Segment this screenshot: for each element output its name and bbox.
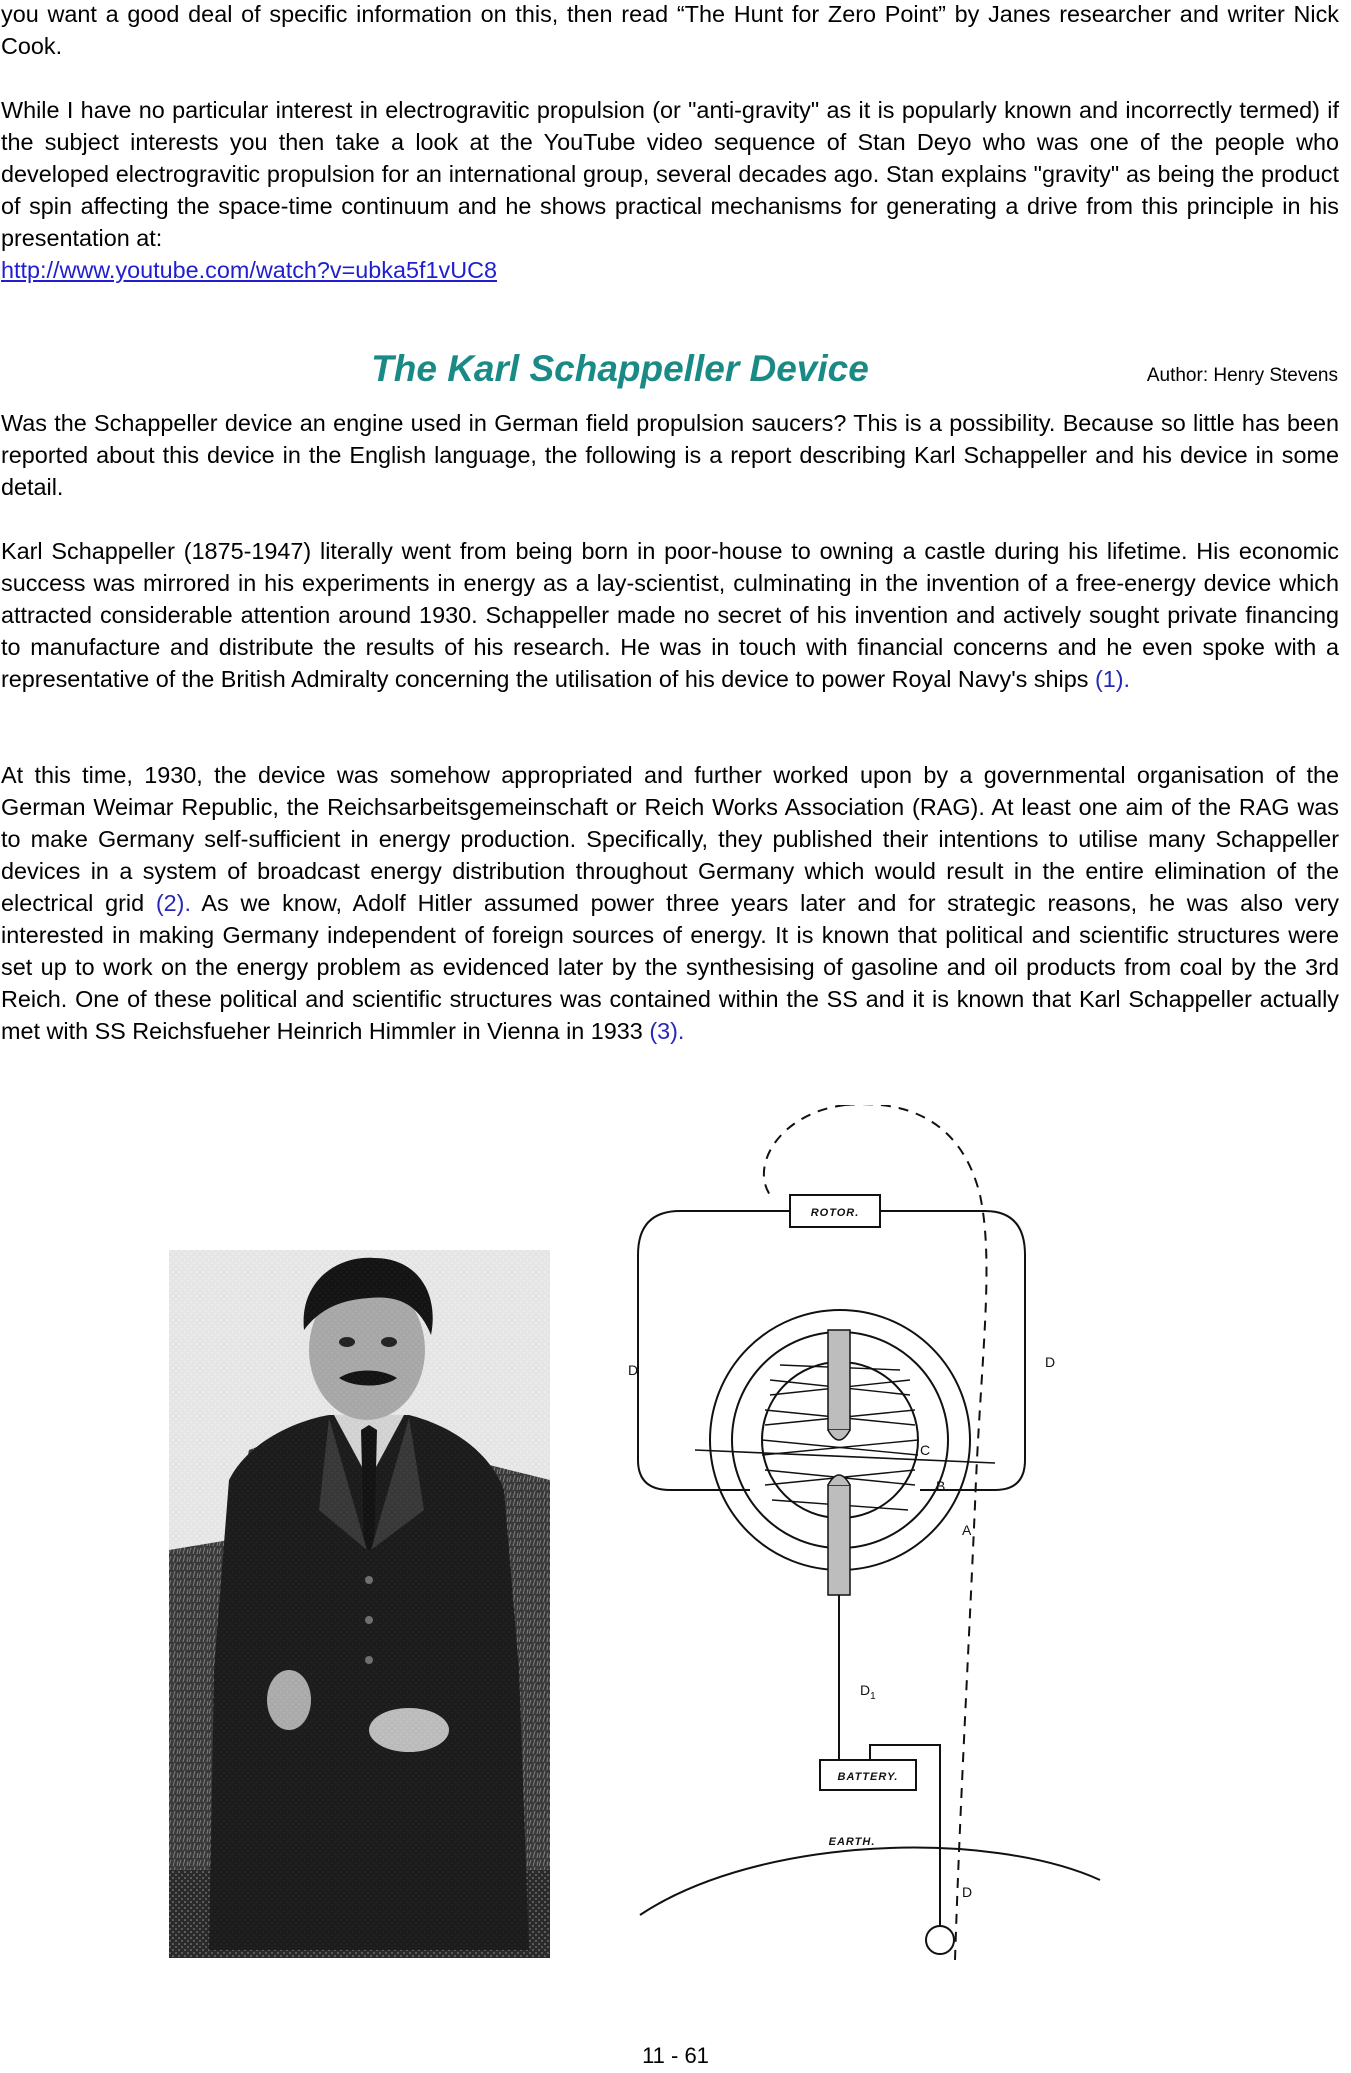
page-number: 11 - 61 xyxy=(642,2043,709,2068)
intro-paragraph-1-text: you want a good deal of specific information on this, then read “The Hunt for Zero Point” by Janes researcher and writer Nick Cook. xyxy=(1,1,1339,59)
article-title: The Karl Schappeller Device xyxy=(371,348,869,389)
label-a: A xyxy=(962,1522,972,1538)
article-paragraph-1 xyxy=(1,407,1339,503)
portrait-photo xyxy=(169,1250,550,1958)
intro-paragraph-2 xyxy=(1,94,1339,286)
article-paragraph-3-text-b: As we know, Adolf Hitler assumed power three years later and for strategic reasons, he was also very interested in making Germany independent of foreign sources of energy. It is known that political and scientific structures were set up to work on the energy problem as evidenced later by the synthesising of gasoline and oil products from coal by the 3rd Reich. One of these political and scientific structures was contained within the SS and it is known that Karl Schappeller actually met with SS Reichsfueher Heinrich Himmler in Vienna in 1933 xyxy=(1,890,1339,1044)
youtube-link[interactable]: http://www.youtube.com/watch?v=ubka5f1vUC8 xyxy=(1,257,498,283)
intro-paragraph-1 xyxy=(1,0,1339,62)
battery-label: BATTERY. xyxy=(837,1771,899,1783)
label-b: B xyxy=(936,1478,946,1494)
article-paragraph-2-text: Karl Schappeller (1875-1947) literally went from being born in poor-house to owning a castle during his lifetime. His economic success was mirrored in his experiments in energy as a lay-scientist, culminating in the invention of a free-energy device which attracted considerable attention around 1930. Schappeller made no secret of his invention and actively sought private financing to manufacture and distribute the results of his research. He was in touch with financial concerns and he even spoke with a representative of the British Admiralty concerning the utilisation of his device to power Royal Navy's ships xyxy=(1,538,1339,692)
article-paragraph-3-text-a: At this time, 1930, the device was somehow appropriated and further worked upon by a governmental organisation of the German Weimar Republic, the Reichsarbeitsgemeinschaft or Reich Works Association (RAG). At least one aim of the RAG was to make Germany self-sufficient in energy production. Specifically, they published their intentions to utilise many Schappeller devices in a system of broadcast energy distribution throughout Germany which would result in the entire elimination of the electrical grid xyxy=(1,762,1339,916)
bottom-electrode xyxy=(828,1485,850,1595)
label-c: C xyxy=(920,1442,931,1458)
article-author: Author: Henry Stevens xyxy=(1146,365,1338,386)
label-d-right: D xyxy=(1045,1354,1056,1370)
label-d1: $D_1$ xyxy=(860,1682,876,1702)
label-d-bottom: D xyxy=(962,1884,973,1900)
label-d-left: D xyxy=(628,1362,639,1378)
ground-terminal xyxy=(926,1926,954,1954)
article-paragraph-1-text: Was the Schappeller device an engine used in German field propulsion saucers? This is a possibility. Because so little has been reported about this device in the English language, the following is a report describing Karl Schappeller and his device in some detail. xyxy=(1,410,1339,500)
reference-2[interactable]: (2). xyxy=(155,890,191,916)
earth-label: EARTH. xyxy=(828,1836,876,1848)
article-paragraph-3 xyxy=(1,759,1339,1047)
rotor-label: ROTOR. xyxy=(810,1207,860,1219)
reference-3[interactable]: (3). xyxy=(649,1018,685,1044)
article-paragraph-2 xyxy=(1,535,1339,695)
earth-arc xyxy=(640,1848,1100,1915)
top-electrode xyxy=(828,1330,850,1430)
intro-paragraph-2-text: While I have no particular interest in electrogravitic propulsion (or "anti-gravity" as it is popularly known and incorrectly termed) if the subject interests you then take a look at the YouTube video sequence of Stan Deyo who was one of the people who developed electrogravitic propulsion for an international group, several decades ago. Stan explains "gravity" as being the product of spin affecting the space-time continuum and he shows practical mechanisms for generating a drive from this principle in his presentation at: xyxy=(1,97,1339,251)
reference-1[interactable]: (1). xyxy=(1094,666,1131,692)
schappeller-device-diagram xyxy=(600,1105,1190,1965)
